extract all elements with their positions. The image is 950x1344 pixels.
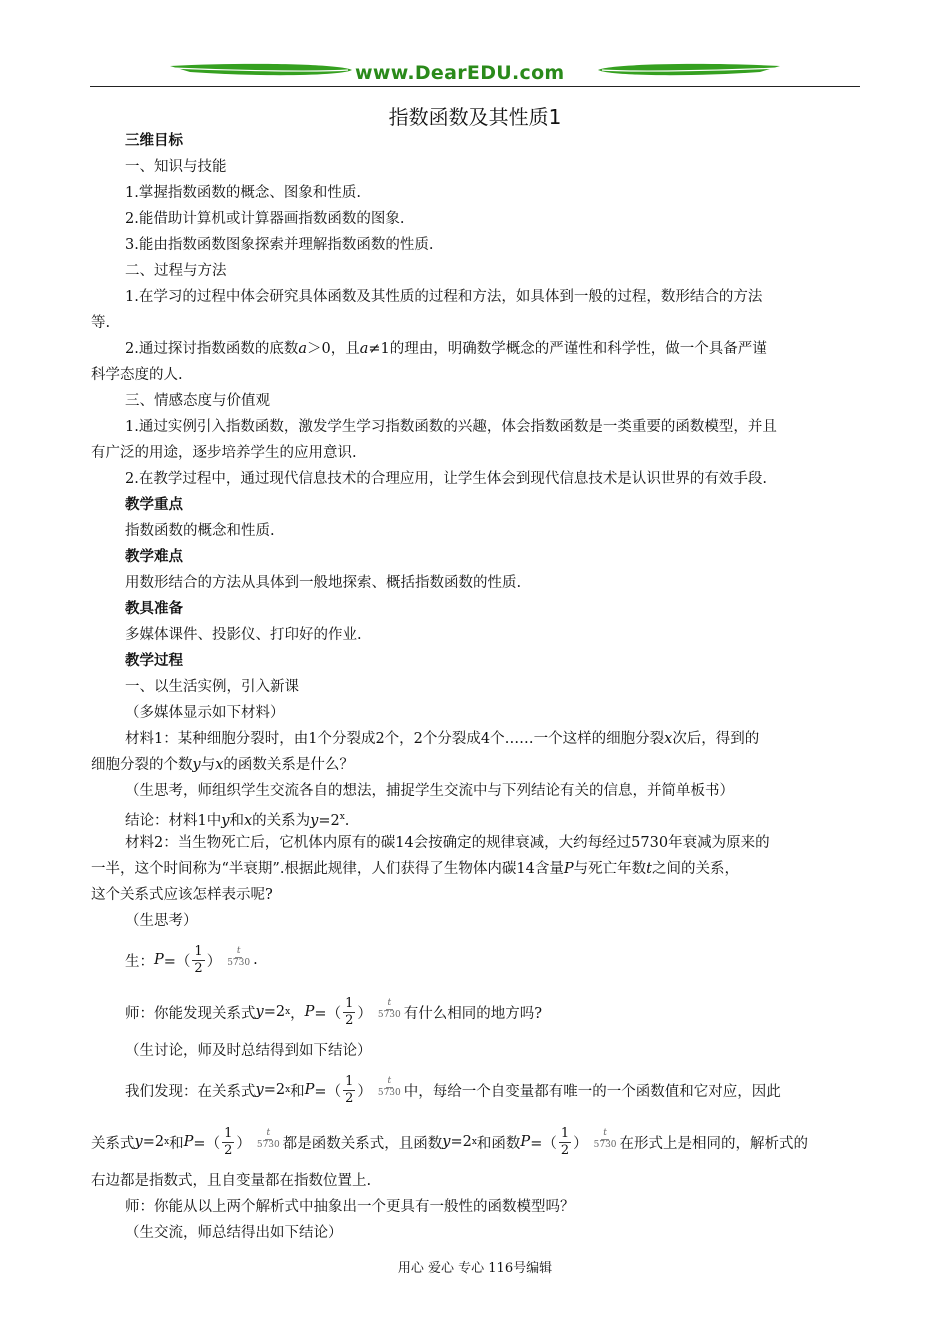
paragraph: 3.能由指数函数图象探索并理解指数函数的性质. xyxy=(125,237,434,253)
math-var: P xyxy=(304,1082,315,1098)
paragraph-continuation: 有广泛的用途，逐步培养学生的应用意识. xyxy=(91,445,357,461)
paragraph: 指数函数的概念和性质. xyxy=(125,523,275,539)
section-heading: 教学难点 xyxy=(125,548,183,565)
text-span: 次后，得到的 xyxy=(672,731,760,747)
math-var: x xyxy=(215,757,224,773)
fraction-numerator: 1 xyxy=(194,943,203,959)
paragraph: （多媒体显示如下材料） xyxy=(125,705,285,721)
exponent-denominator: 5730 xyxy=(593,1139,617,1150)
text-span: 与死亡年数 xyxy=(573,861,647,877)
math-superscript: x xyxy=(339,812,345,822)
exponent-denominator: 5730 xyxy=(377,1087,401,1098)
subsection-heading: 三、情感态度与价值观 xyxy=(125,393,270,409)
paragraph xyxy=(91,804,861,830)
math-paren: =（ xyxy=(530,1135,557,1152)
math-var: y xyxy=(134,1134,143,1150)
math-paren: =（ xyxy=(314,1005,342,1022)
paragraph: （生讨论，师及时总结得到如下结论） xyxy=(125,1043,372,1059)
paragraph-continuation: 科学态度的人. xyxy=(91,367,183,383)
math-paren: ） xyxy=(236,1135,251,1152)
exponent-denominator: 5730 xyxy=(377,1009,401,1020)
paragraph: （生交流，师总结得出如下结论） xyxy=(125,1225,343,1241)
page-footer: 用心 爱心 专心 116号编辑 xyxy=(397,1261,553,1276)
math-var: y xyxy=(255,1004,264,1020)
math-paren: =（ xyxy=(314,1083,342,1100)
subsection-heading: 一、知识与技能 xyxy=(125,159,227,175)
paragraph: 多媒体课件、投影仪、打印好的作业. xyxy=(125,627,362,643)
fraction-half xyxy=(192,944,204,977)
paragraph-continuation xyxy=(91,856,861,882)
exponent-fraction xyxy=(594,1128,617,1151)
exponent-numerator: t xyxy=(236,945,241,956)
paragraph: 用数形结合的方法从具体到一般地探索、概括指数函数的性质. xyxy=(125,575,522,591)
text-span: 都是函数关系式，且函数 xyxy=(282,1135,443,1152)
math-var: x xyxy=(664,731,673,747)
fraction-half xyxy=(222,1126,234,1159)
math-superscript: x xyxy=(285,1085,291,1095)
math-paren: =（ xyxy=(193,1135,221,1152)
header-rule xyxy=(90,86,860,87)
text-span: 和 xyxy=(169,1135,184,1152)
text-span: 之间的关系， xyxy=(651,861,739,877)
math-paren: ） xyxy=(206,953,222,970)
fraction-half xyxy=(559,1126,571,1159)
math-var: P xyxy=(183,1134,194,1150)
paragraph: 2.能借助计算机或计算器画指数函数的图象. xyxy=(125,211,405,227)
text-span: 中，每给一个自变量都有唯一的一个函数值和它对应，因此 xyxy=(403,1083,781,1100)
text-span: ＞0，且 xyxy=(307,341,360,357)
exponent-numerator: t xyxy=(387,1075,392,1086)
text-span: 一半，这个时间称为“半衰期”.根据此规律，人们获得了生物体内碳14含量 xyxy=(91,861,564,877)
text-span: 和 xyxy=(290,1083,305,1100)
subsection-heading: 二、过程与方法 xyxy=(125,263,227,279)
text-span: =2 xyxy=(263,1004,286,1020)
exponent-fraction xyxy=(257,1128,280,1151)
text-span: =2 xyxy=(318,812,340,829)
math-var: y xyxy=(255,1082,264,1098)
paragraph: （生思考，师组织学生交流各自的想法，捕捉学生交流中与下列结论有关的信息，并简单板书） xyxy=(125,783,734,799)
math-var: y xyxy=(221,812,230,829)
math-paren: ） xyxy=(357,1083,372,1100)
text-span: 材料1：某种细胞分裂时，由1个分裂成2个，2个分裂成4个……一个这样的细胞分裂 xyxy=(125,731,665,747)
text-span: 的函数关系是什么？ xyxy=(223,757,354,773)
page-title: 指数函数及其性质1 xyxy=(388,105,562,129)
fraction-denominator: 2 xyxy=(560,1142,570,1158)
math-var: P xyxy=(304,1004,315,1020)
text-span: 2.通过探讨指数函数的底数 xyxy=(125,341,299,357)
text-span: 的关系为 xyxy=(252,812,311,829)
paragraph-continuation xyxy=(91,752,861,778)
text-span: 和函数 xyxy=(476,1135,521,1152)
document-body xyxy=(91,128,861,1246)
site-logo-text[interactable]: www.DearEDU.com xyxy=(355,62,565,84)
fraction-numerator: 1 xyxy=(345,995,354,1011)
text-span: =2 xyxy=(450,1134,472,1150)
math-var: P xyxy=(154,952,164,968)
math-var: a xyxy=(359,341,369,357)
paragraph: 材料2：当生物死亡后，它机体内原有的碳14会按确定的规律衰减，大约每经过5730年衰减为原来的 xyxy=(125,835,770,851)
exponent-numerator: t xyxy=(266,1127,271,1138)
text-span: 我们发现：在关系式 xyxy=(125,1083,256,1100)
math-var: y xyxy=(310,812,319,829)
math-var: x xyxy=(243,812,253,829)
paragraph-continuation: 右边都是指数式，且自变量都在指数位置上. xyxy=(91,1173,372,1189)
paragraph: 2.在教学过程中，通过现代信息技术的合理应用，让学生体会到现代信息技术是认识世界的有效手段. xyxy=(125,471,767,487)
fraction-numerator: 1 xyxy=(560,1125,570,1141)
text-span: =2 xyxy=(263,1082,286,1098)
math-superscript: x xyxy=(164,1137,170,1147)
text-span: 师：你能发现关系式 xyxy=(125,1005,256,1022)
paragraph: 1.在学习的过程中体会研究具体函数及其性质的过程和方法，如具体到一般的过程，数形结合的方法 xyxy=(125,289,763,305)
fraction-denominator: 2 xyxy=(194,960,203,976)
text-span: 结论：材料1中 xyxy=(125,812,222,829)
exponent-fraction xyxy=(227,946,250,969)
section-heading: 教学重点 xyxy=(125,496,183,513)
subsection-heading: 一、以生活实例，引入新课 xyxy=(125,679,299,695)
text-span: . xyxy=(344,812,350,829)
section-heading: 三维目标 xyxy=(125,132,183,149)
text-span: 有什么相同的地方吗? xyxy=(403,1005,543,1022)
fraction-denominator: 2 xyxy=(345,1090,354,1106)
fraction-denominator: 2 xyxy=(345,1012,354,1028)
fraction-denominator: 2 xyxy=(224,1142,233,1158)
fraction-half xyxy=(343,996,355,1029)
text-span: . xyxy=(253,952,258,968)
formula-line xyxy=(91,1116,861,1168)
fraction-numerator: 1 xyxy=(345,1073,354,1089)
math-var: P xyxy=(520,1134,531,1150)
math-paren: ） xyxy=(357,1005,372,1022)
math-var: a xyxy=(298,341,307,357)
paragraph: 师：你能从以上两个解析式中抽象出一个更具有一般性的函数模型吗？ xyxy=(125,1199,575,1215)
exponent-denominator: 5730 xyxy=(256,1139,280,1150)
text-span: 关系式 xyxy=(91,1135,135,1152)
text-span: 细胞分裂的个数 xyxy=(91,757,193,773)
text-span: =2 xyxy=(142,1134,165,1150)
fraction-half xyxy=(343,1074,355,1107)
math-paren: ） xyxy=(573,1135,588,1152)
text-span: 生： xyxy=(125,953,154,970)
exponent-fraction xyxy=(378,1076,401,1099)
paragraph xyxy=(91,336,861,362)
paragraph: （生思考） xyxy=(125,913,198,929)
text-span: 和 xyxy=(229,812,244,829)
math-superscript: x xyxy=(471,1137,477,1147)
exponent-numerator: t xyxy=(603,1127,607,1138)
formula-line xyxy=(91,934,861,986)
math-paren: =（ xyxy=(163,953,191,970)
text-span: ≠1的理由，明确数学概念的严谨性和科学性，做一个具备严谨 xyxy=(368,341,767,357)
paragraph: 1.通过实例引入指数函数，激发学生学习指数函数的兴趣，体会指数函数是一类重要的函数模型，并且 xyxy=(125,419,777,435)
math-var: t xyxy=(646,861,652,877)
section-heading: 教具准备 xyxy=(125,600,183,617)
formula-line xyxy=(91,1064,861,1116)
exponent-numerator: t xyxy=(387,997,392,1008)
math-var: y xyxy=(192,757,201,773)
exponent-denominator: 5730 xyxy=(227,957,251,968)
math-var: y xyxy=(442,1134,451,1150)
text-span: ， xyxy=(290,1005,305,1022)
fraction-numerator: 1 xyxy=(224,1125,233,1141)
exponent-fraction xyxy=(378,998,401,1021)
paragraph: 1.掌握指数函数的概念、图象和性质. xyxy=(125,185,361,201)
paragraph-continuation: 等. xyxy=(91,315,111,331)
formula-line xyxy=(91,986,861,1038)
text-span: 与 xyxy=(200,757,216,773)
text-span: 在形式上是相同的，解析式的 xyxy=(619,1135,809,1152)
math-var: P xyxy=(563,861,574,877)
section-heading: 教学过程 xyxy=(125,652,183,669)
paragraph-continuation: 这个关系式应该怎样表示呢? xyxy=(91,887,273,903)
math-superscript: x xyxy=(285,1007,291,1017)
paragraph xyxy=(91,726,861,752)
